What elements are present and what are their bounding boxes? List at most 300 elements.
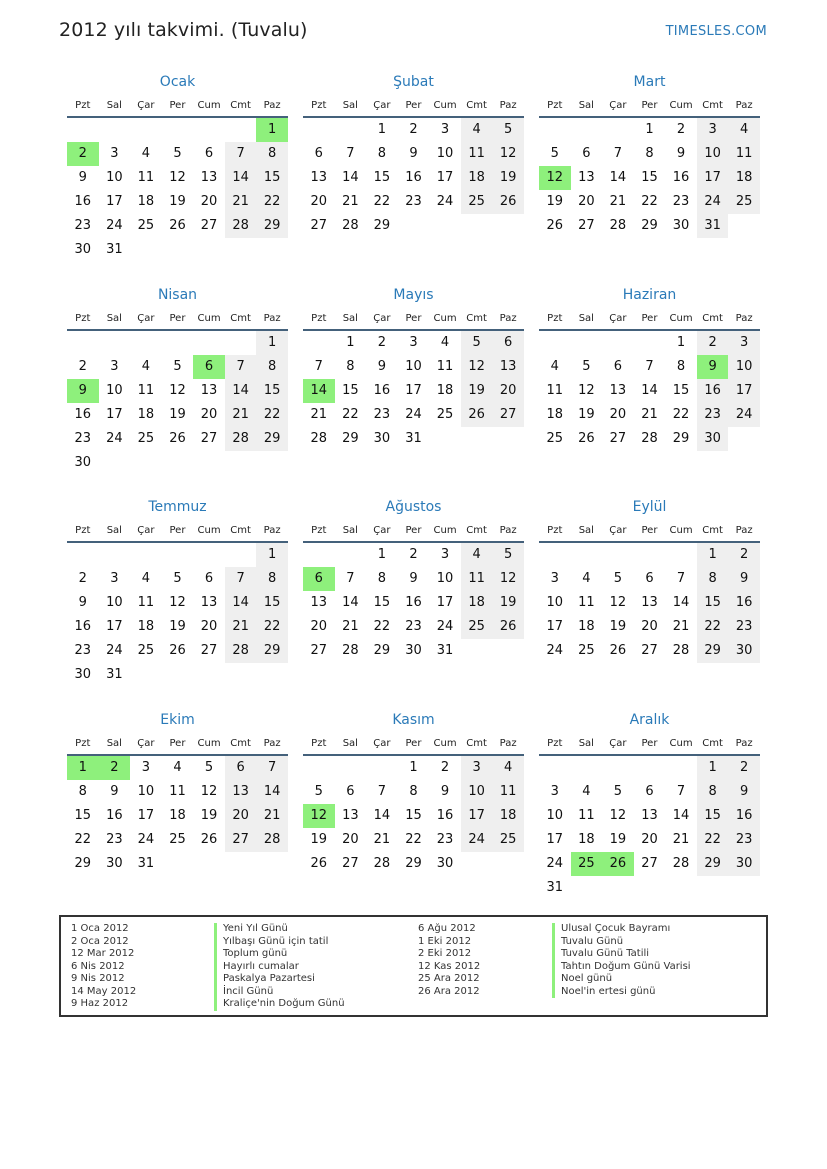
weekday-label: Cmt <box>466 737 487 749</box>
weekday-header <box>67 307 288 331</box>
legend-date: 26 Ara 2012 <box>418 985 480 997</box>
day-cell: 12 <box>609 595 627 610</box>
holiday-day-cell: 26 <box>602 852 634 876</box>
day-cell: 5 <box>550 146 559 161</box>
day-cell: 22 <box>256 190 288 214</box>
day-cell: 21 <box>225 615 257 639</box>
day-cell: 9 <box>110 783 119 799</box>
legend-dates-right <box>418 923 552 1011</box>
weekday-label: Cum <box>197 312 221 324</box>
day-cell: 3 <box>461 756 493 780</box>
day-cell: 31 <box>106 667 123 682</box>
day-cell: 6 <box>225 756 257 780</box>
legend-date: 9 Haz 2012 <box>71 998 129 1009</box>
day-cell: 21 <box>342 619 359 634</box>
day-cell: 1 <box>377 122 387 137</box>
brand-link[interactable]: TIMESLES.COM <box>665 24 767 39</box>
day-cell: 3 <box>409 334 418 350</box>
weekday-label: Çar <box>609 737 627 749</box>
day-cell: 16 <box>672 170 690 185</box>
day-cell: 8 <box>697 567 729 591</box>
holiday-day-cell: 2 <box>67 142 99 166</box>
day-cell: 24 <box>728 403 760 427</box>
day-grid <box>539 756 760 900</box>
day-cell: 19 <box>200 807 218 823</box>
empty-cell <box>225 331 257 355</box>
day-cell: 6 <box>582 146 591 161</box>
empty-cell <box>602 118 634 142</box>
empty-cell <box>665 543 697 567</box>
day-grid <box>67 331 288 475</box>
day-cell: 30 <box>728 852 760 876</box>
day-cell: 31 <box>137 855 155 871</box>
day-cell: 17 <box>546 831 564 847</box>
day-cell: 29 <box>342 430 359 446</box>
weekday-label: Pzt <box>547 312 563 324</box>
day-cell: 15 <box>373 595 391 610</box>
day-cell: 8 <box>377 571 387 586</box>
weekday-label: Sal <box>106 737 122 749</box>
day-cell: 20 <box>609 406 627 422</box>
day-cell: 2 <box>78 571 87 586</box>
day-cell: 11 <box>578 595 595 610</box>
day-cell: 31 <box>106 242 123 257</box>
weekday-header <box>303 732 524 756</box>
day-cell: 3 <box>728 331 760 355</box>
day-grid <box>303 118 524 238</box>
day-cell: 10 <box>106 382 123 398</box>
day-cell: 28 <box>225 427 257 451</box>
day-cell: 1 <box>346 334 355 350</box>
day-cell: 26 <box>461 403 493 427</box>
day-cell: 19 <box>609 619 627 634</box>
weekday-label: Cmt <box>702 100 723 111</box>
day-cell: 12 <box>492 142 524 166</box>
weekday-label: Çar <box>373 312 391 324</box>
day-cell: 24 <box>106 218 123 233</box>
legend-date: 14 May 2012 <box>71 985 137 997</box>
day-cell: 16 <box>106 807 123 823</box>
month-name: Haziran <box>622 286 677 303</box>
month-name: Mart <box>633 74 666 90</box>
day-cell: 16 <box>74 194 92 209</box>
weekday-header <box>67 519 288 543</box>
weekday-label: Çar <box>137 312 155 324</box>
holiday-day-cell: 6 <box>303 567 335 591</box>
day-cell: 10 <box>546 595 564 610</box>
empty-cell <box>539 118 571 142</box>
legend-date: 12 Mar 2012 <box>71 948 135 959</box>
day-cell: 18 <box>461 166 493 190</box>
day-cell: 4 <box>461 118 493 142</box>
day-cell: 16 <box>697 379 729 403</box>
day-cell: 21 <box>310 406 328 422</box>
day-cell: 25 <box>461 190 493 214</box>
day-cell: 5 <box>204 759 214 775</box>
holiday-day-cell: 14 <box>303 379 335 403</box>
empty-cell <box>539 331 571 355</box>
day-cell: 1 <box>377 547 387 562</box>
day-cell: 9 <box>409 146 418 161</box>
day-cell: 4 <box>582 571 591 586</box>
day-cell: 30 <box>74 667 92 682</box>
day-cell: 18 <box>436 382 454 398</box>
empty-cell <box>571 543 603 567</box>
day-cell: 6 <box>613 358 623 374</box>
day-cell: 31 <box>697 214 729 238</box>
day-cell: 24 <box>106 430 123 446</box>
day-cell: 14 <box>672 595 690 610</box>
day-cell: 9 <box>440 783 450 799</box>
day-cell: 19 <box>609 831 627 847</box>
weekday-header <box>539 307 760 331</box>
day-cell: 4 <box>173 759 182 775</box>
empty-cell <box>335 118 367 142</box>
day-cell: 27 <box>310 643 328 658</box>
day-cell: 18 <box>137 619 155 634</box>
month-block <box>539 71 760 284</box>
day-cell: 23 <box>697 403 729 427</box>
day-grid <box>303 543 524 663</box>
day-cell: 28 <box>256 828 288 852</box>
day-cell: 2 <box>409 547 418 562</box>
day-cell: 18 <box>546 406 564 422</box>
weekday-label: Sal <box>342 100 358 111</box>
day-cell: 19 <box>169 619 186 634</box>
empty-cell <box>571 118 603 142</box>
day-cell: 13 <box>342 807 359 823</box>
day-cell: 7 <box>676 571 686 586</box>
day-cell: 27 <box>200 643 218 658</box>
weekday-label: Cmt <box>702 525 723 536</box>
day-cell: 3 <box>440 122 450 137</box>
day-cell: 19 <box>310 831 328 847</box>
day-cell: 27 <box>492 403 524 427</box>
weekday-header <box>539 94 760 118</box>
weekday-label: Sal <box>578 525 594 536</box>
day-cell: 23 <box>405 619 422 634</box>
holiday-day-cell: 6 <box>193 355 225 379</box>
day-cell: 17 <box>436 595 454 610</box>
day-cell: 2 <box>697 331 729 355</box>
day-cell: 10 <box>728 355 760 379</box>
day-cell: 17 <box>405 382 422 398</box>
day-cell: 15 <box>256 166 288 190</box>
day-cell: 8 <box>78 783 87 799</box>
day-cell: 17 <box>137 807 155 823</box>
day-cell: 16 <box>728 804 760 828</box>
weekday-header <box>303 94 524 118</box>
day-cell: 21 <box>342 194 359 209</box>
weekday-label: Per <box>405 525 422 536</box>
day-cell: 10 <box>436 146 454 161</box>
day-cell: 7 <box>377 783 387 799</box>
day-cell: 24 <box>137 831 155 847</box>
day-cell: 23 <box>74 218 92 233</box>
day-cell: 23 <box>672 194 690 209</box>
day-cell: 10 <box>697 142 729 166</box>
day-cell: 30 <box>74 454 92 470</box>
holiday-day-cell: 12 <box>303 804 335 828</box>
weekday-label: Pzt <box>75 100 91 111</box>
day-cell: 22 <box>256 615 288 639</box>
day-cell: 30 <box>373 430 391 446</box>
day-cell: 10 <box>461 780 493 804</box>
weekday-label: Pzt <box>547 100 563 111</box>
weekday-label: Cmt <box>466 312 487 324</box>
weekday-label: Çar <box>609 312 627 324</box>
day-cell: 26 <box>169 218 186 233</box>
day-cell: 13 <box>200 170 218 185</box>
day-cell: 29 <box>256 427 288 451</box>
day-cell: 7 <box>346 146 355 161</box>
empty-cell <box>99 118 131 142</box>
empty-cell <box>162 331 194 355</box>
day-cell: 22 <box>256 403 288 427</box>
month-block <box>67 284 288 497</box>
day-cell: 29 <box>256 214 288 238</box>
legend-holiday-name: Toplum günü <box>214 948 418 961</box>
day-cell: 5 <box>613 571 623 586</box>
day-cell: 28 <box>373 855 391 871</box>
day-cell: 24 <box>461 828 493 852</box>
day-cell: 13 <box>310 170 328 185</box>
day-cell: 18 <box>137 406 155 422</box>
day-cell: 15 <box>256 379 288 403</box>
legend-names-left <box>214 923 418 1011</box>
day-cell: 30 <box>672 218 690 233</box>
day-cell: 20 <box>225 804 257 828</box>
day-cell: 8 <box>256 355 288 379</box>
day-cell: 22 <box>697 828 729 852</box>
day-cell: 6 <box>204 571 214 586</box>
day-cell: 14 <box>225 379 257 403</box>
empty-cell <box>366 756 398 780</box>
weekday-label: Per <box>405 737 422 749</box>
day-cell: 12 <box>169 170 186 185</box>
day-cell: 14 <box>373 807 391 823</box>
day-cell: 15 <box>672 382 690 398</box>
empty-cell <box>571 756 603 780</box>
day-cell: 11 <box>461 142 493 166</box>
day-cell: 19 <box>169 406 186 422</box>
weekday-label: Per <box>169 737 186 749</box>
day-cell: 2 <box>440 759 450 775</box>
day-cell: 24 <box>106 643 123 658</box>
day-cell: 8 <box>377 146 387 161</box>
weekday-label: Pzt <box>75 312 91 324</box>
day-cell: 4 <box>492 756 524 780</box>
day-cell: 28 <box>310 430 328 446</box>
empty-cell <box>67 331 99 355</box>
day-cell: 13 <box>225 780 257 804</box>
day-cell: 25 <box>546 430 564 446</box>
empty-cell <box>67 118 99 142</box>
day-cell: 21 <box>641 406 658 422</box>
day-cell: 15 <box>641 170 658 185</box>
day-cell: 5 <box>173 146 182 161</box>
weekday-label: Pzt <box>75 525 91 536</box>
day-cell: 29 <box>697 852 729 876</box>
empty-cell <box>335 543 367 567</box>
day-cell: 29 <box>373 643 391 658</box>
day-cell: 23 <box>106 831 123 847</box>
day-cell: 22 <box>342 406 359 422</box>
day-cell: 30 <box>728 639 760 663</box>
weekday-label: Çar <box>137 525 155 536</box>
day-cell: 13 <box>200 382 218 398</box>
day-cell: 2 <box>676 122 686 137</box>
day-cell: 23 <box>436 831 454 847</box>
empty-cell <box>665 756 697 780</box>
weekday-label: Paz <box>263 525 281 536</box>
day-cell: 18 <box>492 804 524 828</box>
day-cell: 28 <box>225 639 257 663</box>
day-cell: 2 <box>409 122 418 137</box>
day-cell: 20 <box>310 194 328 209</box>
weekday-label: Paz <box>499 100 517 111</box>
weekday-label: Sal <box>578 737 594 749</box>
day-cell: 24 <box>436 619 454 634</box>
day-cell: 12 <box>169 595 186 610</box>
legend-holiday-name: Noel günü <box>552 973 752 986</box>
legend-date: 1 Eki 2012 <box>418 935 472 947</box>
day-cell: 22 <box>373 619 391 634</box>
day-cell: 4 <box>728 118 760 142</box>
weekday-label: Cmt <box>702 737 723 749</box>
legend-names-right <box>552 923 752 1011</box>
day-cell: 15 <box>256 591 288 615</box>
day-cell: 12 <box>200 783 218 799</box>
month-block <box>539 709 760 922</box>
day-cell: 9 <box>377 358 387 374</box>
weekday-header <box>303 519 524 543</box>
day-cell: 24 <box>546 643 564 658</box>
day-cell: 2 <box>377 334 387 350</box>
month-block <box>67 496 288 709</box>
weekday-label: Paz <box>735 525 753 536</box>
empty-cell <box>99 331 131 355</box>
day-cell: 2 <box>728 543 760 567</box>
empty-cell <box>225 543 257 567</box>
weekday-label: Cum <box>669 312 693 324</box>
day-cell: 6 <box>314 146 323 161</box>
weekday-label: Pzt <box>311 737 327 749</box>
day-cell: 1 <box>645 122 654 137</box>
day-cell: 29 <box>697 639 729 663</box>
day-cell: 27 <box>609 430 627 446</box>
weekday-label: Sal <box>342 312 358 324</box>
day-cell: 23 <box>74 430 92 446</box>
day-cell: 17 <box>697 166 729 190</box>
day-cell: 21 <box>225 190 257 214</box>
day-cell: 11 <box>728 142 760 166</box>
day-cell: 3 <box>110 358 119 374</box>
day-cell: 12 <box>578 382 595 398</box>
day-cell: 19 <box>492 166 524 190</box>
day-cell: 18 <box>578 831 595 847</box>
day-grid <box>303 756 524 876</box>
day-cell: 30 <box>405 643 422 658</box>
day-cell: 17 <box>436 170 454 185</box>
day-cell: 5 <box>582 358 591 374</box>
day-cell: 17 <box>106 406 123 422</box>
day-cell: 23 <box>728 828 760 852</box>
weekday-label: Pzt <box>311 525 327 536</box>
month-block <box>303 284 524 497</box>
weekday-label: Sal <box>342 525 358 536</box>
empty-cell <box>303 331 335 355</box>
weekday-label: Paz <box>263 312 281 324</box>
day-cell: 26 <box>169 430 186 446</box>
day-cell: 25 <box>436 406 454 422</box>
page-title: 2012 yılı takvimi. (Tuvalu) <box>59 19 308 41</box>
day-cell: 11 <box>436 358 454 374</box>
day-cell: 7 <box>346 571 355 586</box>
month-name: Kasım <box>392 711 435 728</box>
empty-cell <box>634 756 666 780</box>
day-cell: 13 <box>641 595 658 610</box>
day-cell: 20 <box>310 619 328 634</box>
holiday-day-cell: 9 <box>67 379 99 403</box>
day-cell: 20 <box>578 194 595 209</box>
day-cell: 4 <box>582 783 591 799</box>
weekday-label: Per <box>641 312 658 324</box>
weekday-label: Sal <box>106 525 122 536</box>
day-cell: 28 <box>609 218 627 233</box>
day-cell: 11 <box>137 170 155 185</box>
month-name: Temmuz <box>148 499 207 515</box>
day-cell: 16 <box>405 595 422 610</box>
day-cell: 1 <box>697 756 729 780</box>
day-cell: 15 <box>342 382 359 398</box>
day-cell: 5 <box>613 783 623 799</box>
day-cell: 3 <box>110 571 119 586</box>
day-cell: 13 <box>200 595 218 610</box>
day-cell: 26 <box>200 831 218 847</box>
day-cell: 19 <box>578 406 595 422</box>
day-cell: 28 <box>342 643 359 658</box>
empty-cell <box>193 543 225 567</box>
empty-cell <box>162 118 194 142</box>
holiday-day-cell: 2 <box>99 756 131 780</box>
month-block <box>303 496 524 709</box>
day-cell: 9 <box>728 780 760 804</box>
day-cell: 20 <box>200 194 218 209</box>
month-block <box>539 284 760 497</box>
day-cell: 26 <box>578 430 595 446</box>
weekday-label: Paz <box>499 525 517 536</box>
day-cell: 28 <box>672 643 690 658</box>
day-cell: 14 <box>609 170 627 185</box>
day-cell: 7 <box>225 355 257 379</box>
empty-cell <box>335 756 367 780</box>
day-cell: 28 <box>672 855 690 871</box>
day-cell: 1 <box>256 331 288 355</box>
day-cell: 25 <box>461 615 493 639</box>
day-cell: 6 <box>346 783 355 799</box>
day-cell: 1 <box>697 543 729 567</box>
day-cell: 4 <box>141 571 151 586</box>
day-cell: 24 <box>405 406 422 422</box>
holiday-day-cell: 12 <box>539 166 571 190</box>
day-cell: 8 <box>697 780 729 804</box>
day-cell: 27 <box>200 218 218 233</box>
day-cell: 20 <box>200 406 218 422</box>
day-cell: 20 <box>492 379 524 403</box>
day-cell: 23 <box>728 615 760 639</box>
weekday-header <box>539 732 760 756</box>
